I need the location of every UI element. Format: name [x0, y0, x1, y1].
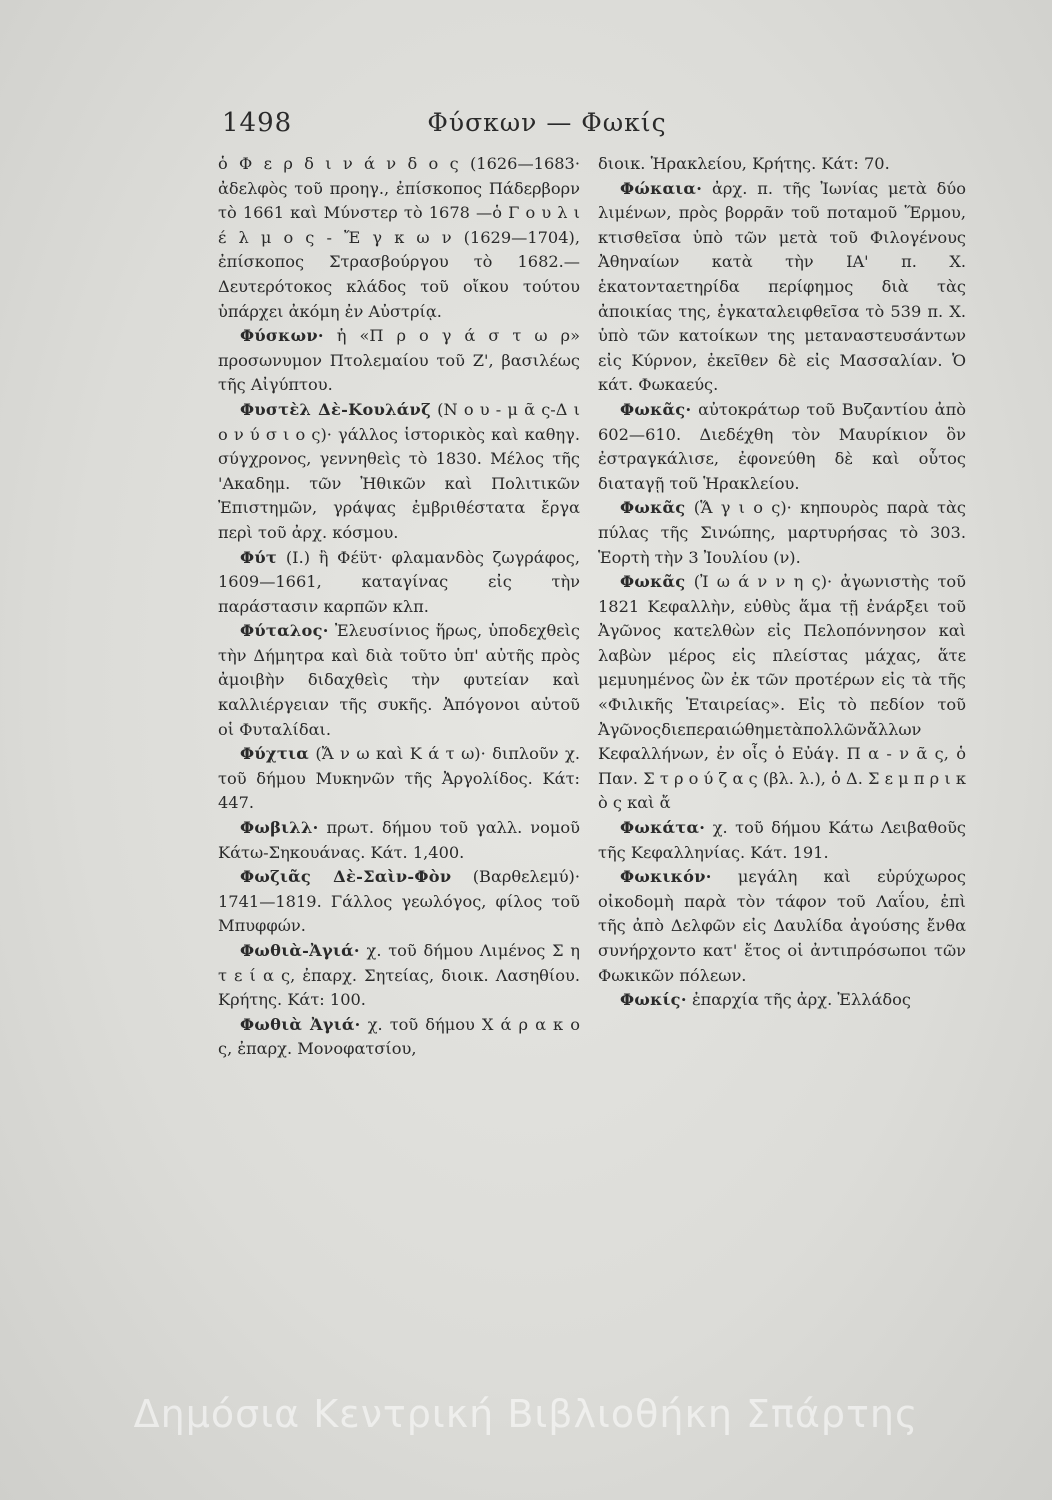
entry-headword: Φωκικόν· — [620, 867, 712, 887]
entry-headword: Φυστὲλ Δὲ-Κουλάνζ — [240, 399, 431, 419]
dictionary-entry — [598, 496, 966, 570]
entry-text: ὁ Φ ε ρ δ ι ν ά ν δ ο ς (1626—1683· ἀδελφὸς τοῦ προηγ., ἐπίσκοπος Πάδερβορν τὸ 1661 καὶ Μύνστερ τὸ 1678 —ὁ Γ ο υ λ ι έ λ μ ο ς - Ἔ γ κ ω ν (1629—1704), ἐπίσκοπος Στρασβούργου τὸ 1682.— Δευτερότοκος κλάδος τοῦ οἴκου τούτου ὑπάρχει ἀκόμη ἐν Αὐστρίᾳ. — [218, 154, 580, 321]
entry-text: πρωτ. δήμου τοῦ γαλλ. νομοῦ Κάτω-Σηκουάνας. Κάτ. 1,400. — [218, 818, 581, 862]
running-head: Φύσκων — Φωκίς — [427, 108, 667, 137]
entry-headword: Φωζιᾶς Δὲ-Σαὶν-Φὸν — [240, 867, 452, 887]
dictionary-entry — [598, 398, 966, 496]
dictionary-entry — [598, 816, 966, 865]
dictionary-entry — [598, 152, 966, 177]
dictionary-entry — [598, 570, 966, 816]
dictionary-entry — [598, 988, 966, 1013]
entry-headword: Φωκίς· — [620, 990, 687, 1010]
right-column — [598, 152, 966, 1013]
entry-text: μεγάλη καὶ εὐρύχωρος οἰκοδομὴ παρὰ τὸν τάφον τοῦ Λαΐου, ἐπὶ τῆς ἀπὸ Δελφῶν εἰς Δαυλίδα ἀγούσης ἔνθα συνήρχοντο κατ' ἔτος οἱ ἀντιπρόσωποι τῶν Φωκικῶν πόλεων. — [598, 867, 966, 985]
entry-text: ἐπαρχία τῆς ἀρχ. Ἑλλάδος — [691, 990, 911, 1010]
library-watermark: Δημόσια Κεντρική Βιβλιοθήκη Σπάρτης — [133, 1392, 919, 1436]
entry-text: (Ν ο υ - μ ᾶ ς-Δ ι ο ν ύ σ ι ο ς)· γάλλος ἱστορικὸς καὶ καθηγ. σύγχρονος, γεννηθεὶς τὸ 1830. Μέλος τῆς 'Ακαδημ. τῶν Ἠθικῶν καὶ Πολιτικῶν Ἐπιστημῶν, γράψας ἐμβριθέστατα ἔργα περὶ τοῦ ἀρχ. κόσμου. — [218, 399, 580, 542]
entry-text: χ. τοῦ δήμου Λιμένος Σ η τ ε ί α ς, ἐπαρχ. Σητείας, διοικ. Λασηθίου. Κρήτης. Κάτ: 100. — [218, 941, 580, 1010]
entry-text: (Ἰ ω ά ν ν η ς)· ἀγωνιστὴς τοῦ 1821 Κεφαλλὴν, εὐθὺς ἅμα τῇ ἐνάρξει τοῦ Ἀγῶνος κατελθὼν εἰς Πελοπόννησον καὶ λαβὼν μέρος εἰς πλείστας μάχας, ἅτε μεμυημένος ὢν ἐκ τῶν προτέρων εἰς τὰ τῆς «Φιλικῆς Ἑταιρείας». Εἰς τὸ πεδίον τοῦ Ἀγῶνοςδιεπεραιώθημετὰπολλῶνἄλλων Κεφαλλήνων, ἐν οἷς ὁ Εὐάγ. Π α - ν ᾶ ς, ὁ Παν. Σ τ ρ ο ύ ζ α ς (βλ. λ.), ὁ Δ. Σ ε μ π ρ ι κ ὸ ς καὶ ἄ — [598, 572, 966, 813]
dictionary-entry — [598, 865, 966, 988]
entry-text: ἀρχ. π. τῆς Ἰωνίας μετὰ δύο λιμένων, πρὸς βορρᾶν τοῦ ποταμοῦ Ἕρμου, κτισθεῖσα ὑπὸ τῶν μετὰ τοῦ Φιλογένους Ἀθηναίων κατὰ τὴν ΙΑ' π. Χ. ἑκατονταετηρίδα περίφημος διὰ τὰς ἀποικίας της, ἐγκαταλειφθεῖσα τὸ 539 π. Χ. ὑπὸ τῶν κατοίκων της μεταναστευσάντων εἰς Κύρνον, ἐκεῖθεν δὲ εἰς Μασσαλίαν. Ὁ κάτ. Φωκαεύς. — [598, 178, 966, 395]
entry-headword: Φύτ — [240, 547, 278, 567]
dictionary-entry — [218, 742, 580, 816]
page-number: 1498 — [222, 108, 293, 138]
dictionary-entry — [218, 152, 580, 324]
page-header — [222, 108, 872, 142]
entry-headword: Φωβιλλ· — [240, 818, 319, 838]
entry-text: (Ι.) ἢ Φέϋτ· φλαμανδὸς ζωγράφος, 1609—1661, καταγίνας εἰς τὴν παράστασιν καρπῶν κλπ. — [218, 547, 580, 616]
dictionary-entry — [218, 1013, 580, 1062]
dictionary-entry — [218, 939, 580, 1013]
dictionary-entry — [218, 398, 580, 546]
entry-headword: Φύχτια — [240, 744, 309, 764]
entry-headword: Φωθιὰ Ἀγιά· — [240, 1014, 361, 1034]
dictionary-entry — [598, 177, 966, 398]
entry-headword: Φωθιὰ-Ἀγιά· — [240, 941, 360, 960]
entry-text: χ. τοῦ δήμου Χ ά ρ α κ ο ς, ἐπαρχ. Μονοφατσίου, — [218, 1014, 580, 1059]
entry-headword: Φωκάτα· — [620, 818, 706, 838]
entry-headword: Φύταλος· — [240, 621, 329, 641]
dictionary-entry — [218, 816, 580, 865]
entry-text: Ἐλευσίνιος ἥρως, ὑποδεχθεὶς τὴν Δήμητρα καὶ διὰ τοῦτο ὑπ' αὐτῆς πρὸς ἀμοιβὴν διδαχθεὶς τὴν φυτείαν καὶ καλλιέργειαν τῆς συκῆς. Ἀπόγονοι αὐτοῦ οἱ Φυταλίδαι. — [218, 621, 580, 739]
entry-text: (Ἄ ν ω καὶ Κ ά τ ω)· διπλοῦν χ. τοῦ δήμου Μυκηνῶν τῆς Ἀργολίδος. Κάτ: 447. — [218, 744, 580, 813]
dictionary-entry — [218, 619, 580, 742]
entry-headword: Φώκαια· — [620, 178, 703, 198]
entry-text: (Ἅ γ ι ο ς)· κηπουρὸς παρὰ τὰς πύλας τῆς Σινώπης, μαρτυρήσας τὸ 303. Ἑορτὴ τὴν 3 Ἰουλίου (ν). — [598, 498, 966, 567]
dictionary-entry — [218, 324, 580, 398]
entry-text: (Βαρθελεμύ)· 1741—1819. Γάλλος γεωλόγος, φίλος τοῦ Μπυφφών. — [218, 867, 580, 936]
entry-text: διοικ. Ἡρακλείου, Κρήτης. Κάτ: 70. — [598, 154, 890, 173]
entry-headword: Φωκᾶς· — [620, 399, 692, 419]
dictionary-entry — [218, 546, 580, 620]
entry-headword: Φύσκων· — [240, 326, 324, 346]
entry-text: ἡ «Π ρ ο γ ά σ τ ω ρ» προσωνυμον Πτολεμαίου τοῦ Ζ', βασιλέως τῆς Αἰγύπτου. — [218, 326, 580, 395]
entry-headword: Φωκᾶς — [620, 498, 686, 518]
left-column — [218, 152, 580, 1062]
entry-text: χ. τοῦ δήμου Κάτω Λειβαθοῦς τῆς Κεφαλληνίας. Κάτ. 191. — [598, 818, 966, 862]
entry-text: αὐτοκράτωρ τοῦ Βυζαντίου ἀπὸ 602—610. Διεδέχθη τὸν Μαυρίκιον ὃν ἐστραγκάλισε, ἐφονεύθη δὲ καὶ οὗτος διαταγῇ τοῦ Ἡρακλείου. — [598, 399, 966, 493]
dictionary-entry — [218, 865, 580, 939]
entry-headword: Φωκᾶς — [620, 572, 686, 592]
